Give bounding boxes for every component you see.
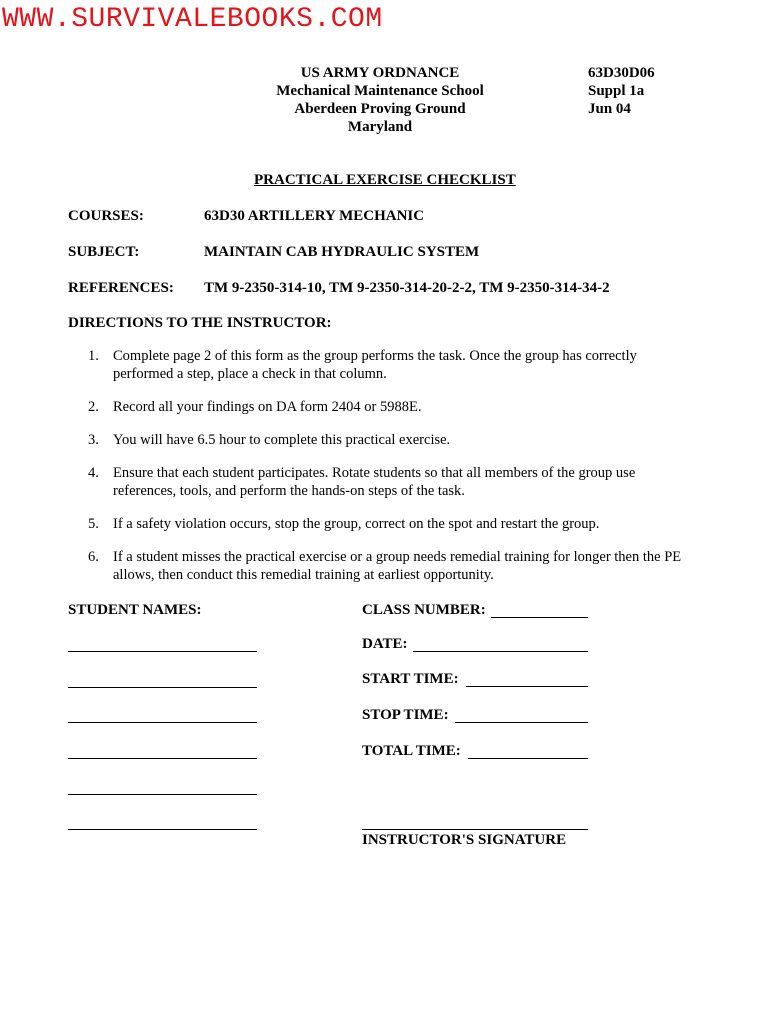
signature-line[interactable] [362,829,588,830]
stop-time-label: STOP TIME: [362,707,449,723]
total-time-field[interactable] [468,758,588,759]
item-number: 5. [88,516,99,532]
courses-label: COURSES: [68,208,144,224]
student-name-line-1[interactable] [68,651,257,652]
courses-value: 63D30 ARTILLERY MECHANIC [204,208,425,224]
item-number: 6. [88,549,99,565]
doc-id: 63D30D06 [588,65,655,81]
page-title: PRACTICAL EXERCISE CHECKLIST [254,172,516,188]
student-name-line-2[interactable] [68,687,257,688]
directions-heading: DIRECTIONS TO THE INSTRUCTOR: [68,315,332,331]
student-name-line-3[interactable] [68,722,257,723]
student-name-line-6[interactable] [68,829,257,830]
student-name-line-4[interactable] [68,758,257,759]
item-text: If a student misses the practical exercise or a group needs remedial training for longer then the PE allows, then conduct this remedial training at earliest opportunity. [113,549,682,583]
document-id-block [588,64,655,118]
directions-list [88,347,688,599]
start-time-field[interactable] [466,686,588,687]
student-name-line-5[interactable] [68,794,257,795]
doc-date: Jun 04 [588,101,631,117]
watermark-text: WWW.SURVIVALEBOOKS.COM [2,4,383,35]
item-text: If a safety violation occurs, stop the group, correct on the spot and restart the group. [113,516,600,532]
list-item [88,464,688,500]
org-line: Aberdeen Proving Ground [294,101,466,117]
org-line: Maryland [347,119,413,135]
item-number: 3. [88,432,99,448]
item-number: 4. [88,465,99,481]
list-item [88,431,688,449]
date-label: DATE: [362,636,408,652]
subject-label: SUBJECT: [68,244,140,260]
references-label: REFERENCES: [68,280,174,296]
list-item [88,398,688,416]
total-time-label: TOTAL TIME: [362,743,461,759]
item-number: 1. [88,348,99,364]
class-number-field[interactable] [491,617,588,618]
item-text: You will have 6.5 hour to complete this practical exercise. [113,432,451,448]
list-item [88,515,688,533]
subject-value: MAINTAIN CAB HYDRAULIC SYSTEM [204,244,480,260]
list-item [88,548,688,584]
class-number-label: CLASS NUMBER: [362,602,486,618]
student-names-label: STUDENT NAMES: [68,602,202,618]
org-line: Mechanical Maintenance School [276,83,484,99]
stop-time-field[interactable] [455,722,588,723]
item-text: Record all your findings on DA form 2404 or 5988E. [113,399,422,415]
item-text: Ensure that each student participates. Rotate students so that all members of the group use references, tools, and perform the hands-on steps of the task. [113,465,636,499]
date-field[interactable] [413,651,588,652]
list-item [88,347,688,383]
signature-label: INSTRUCTOR'S SIGNATURE [362,832,567,848]
start-time-label: START TIME: [362,671,459,687]
item-text: Complete page 2 of this form as the group performs the task. Once the group has correctly performed a step, place a check in that column. [113,348,637,382]
references-value: TM 9-2350-314-10, TM 9-2350-314-20-2-2, TM 9-2350-314-34-2 [204,280,610,296]
doc-supplement: Suppl 1a [588,83,645,99]
organization-header [260,64,500,136]
org-line: US ARMY ORDNANCE [300,65,460,81]
item-number: 2. [88,399,99,415]
